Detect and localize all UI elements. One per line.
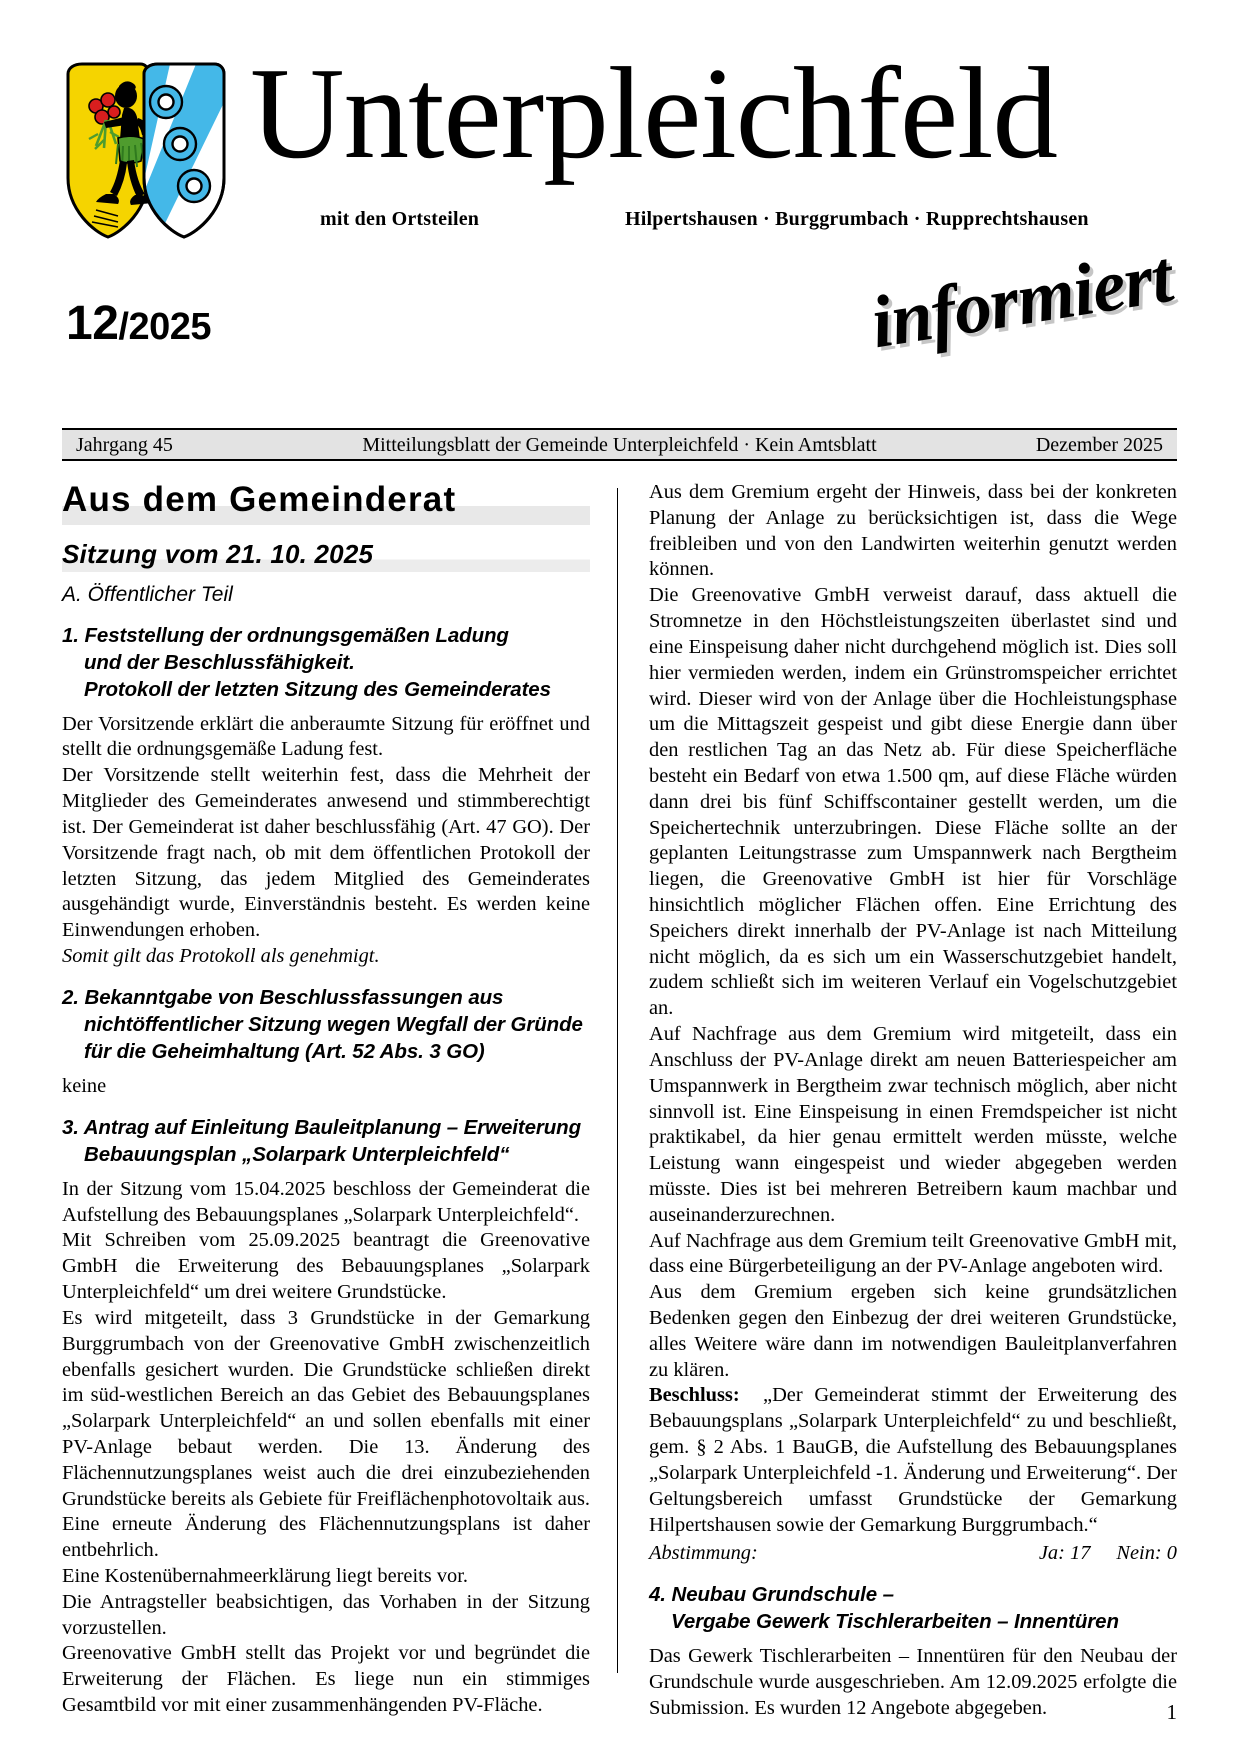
agenda-item-1-line1: 1. Feststellung der ordnungsgemäßen Ladung [62,623,509,647]
agenda-item-3-para-2: Mit Schreiben vom 25.09.2025 beantragt die Greenovative GmbH die Erweiterung des Bebauungsplanes „Solarpark Unterpleichfeld“ um drei weitere Grundstücke. [62,1229,590,1304]
agenda-item-2-heading [62,984,590,1065]
vote-yes: Ja: 17 [1038,1542,1091,1565]
agenda-item-1-para-2: Der Vorsitzende stellt weiterhin fest, dass die Mehrheit der Mitglieder des Gemeinderates anwesend und stimmberechtigt ist. Der Gemeinderat ist daher beschlussfähig (Art. 47 GO). Der Vorsitzende fragt nach, ob mit dem öffentlichen Protokoll der letzten Sitzung, das jedem Mitglied des Gemeinderates ausgehändigt wurde, Einverständnis besteht. Es werden keine Einwendungen erhoben. [62,764,590,942]
right-para-1: Aus dem Gremium ergeht der Hinweis, dass bei der konkreten Planung der Anlage zu berücksichtigen ist, dass die Wege freibleiben und von den Landwirten weiterhin genutzt werden können. [649,481,1177,581]
agenda-item-3-para-6: Greenovative GmbH stellt das Projekt vor und begründet die Erweiterung der Flächen. Es liege nun ein stimmiges Gesamtbild vor mit einer zusammenhängenden PV-Fläche. [62,1642,590,1717]
agenda-item-1-heading [62,622,590,703]
subline-districts: Hilpertshausen · Burggrumbach · Rupprechtshausen [625,208,1089,230]
agenda-item-3-para-5: Die Antragsteller beabsichtigen, das Vorhaben in der Sitzung vorzustellen. [62,1590,590,1639]
issue-year: /2025 [118,306,211,348]
right-para-3: Auf Nachfrage aus dem Gremium wird mitgeteilt, dass ein Anschluss der PV-Anlage direkt am neuen Batteriespeicher am Umspannwerk in Bergtheim zwar technisch möglich, aber nicht sinnvoll ist. Eine Einspeisung in einen Fremdspeicher ist nicht praktikabel, da hier genau ermittelt werden müsste, welche Leistung wann eingespeist und wieder abgegeben werden müsste. Dies ist bei mehreren Betreibern kaum machbar und auseinanderzurechnen. [649,1023,1177,1226]
issue-number [66,296,211,351]
coat-of-arms-icon [62,60,230,242]
agenda-item-3-para-1: In der Sitzung vom 15.04.2025 beschloss der Gemeinderat die Aufstellung des Bebauungsplanes „Solarpark Unterpleichfeld“. [62,1177,590,1226]
vote-row [649,1540,1177,1567]
agenda-item-4-heading [649,1581,1177,1635]
agenda-part-heading: A. Öffentlicher Teil [62,583,233,607]
page-number: 1 [1166,1700,1177,1724]
left-column [62,480,590,1717]
publication-wordmark: Unterpleichfeld [250,41,1058,186]
vote-no: Nein: 0 [1116,1542,1177,1565]
agenda-item-3-line2: Bebauungsplan „Solarpark Unterpleichfeld“ [84,1142,510,1166]
masthead-subline [320,208,1239,238]
issue-date: Dezember 2025 [1035,434,1163,456]
agenda-item-1-line3: Protokoll der letzten Sitzung des Gemeinderates [84,677,551,701]
agenda-item-3-para-4: Eine Kostenübernahmeerklärung liegt bereits vor. [62,1565,468,1588]
right-para-4: Auf Nachfrage aus dem Gremium teilt Greenovative GmbH mit, dass eine Bürgerbeteiligung an der PV-Anlage angeboten wird. [649,1229,1177,1278]
column-divider [617,488,618,1673]
right-column [649,480,1177,1719]
informiert-script-logo: informiert [865,236,1177,365]
agenda-item-1-line2: und der Beschlussfähigkeit. [84,650,355,674]
agenda-item-4-para-1: Das Gewerk Tischlerarbeiten – Innentüren für den Neubau der Grundschule wurde ausgeschrieben. Am 12.09.2025 erfolgte die Submission. Es wurden 12 Angebote abgegeben. [649,1644,1177,1719]
resolution-spacer [740,1384,763,1406]
resolution-text: „Der Gemeinderat stimmt der Erweiterung des Bebauungsplans „Solarpark Unterpleichfeld“ zu und beschließt, gem. § 2 Abs. 1 BauGB, die Aufstellung des Bebauungsplanes „Solarpark Unterpleichfeld -1. Änderung und Erweiterung“. Der Geltungsbereich umfasst Grundstücke der Gemarkung Hilpertshausen sowie der Gemarkung Burggrumbach.“ [649,1384,1177,1536]
vote-result [1039,1540,1177,1567]
right-para-2: Die Greenovative GmbH verweist darauf, dass aktuell die Stromnetze in den Höchstleistungszeiten überlastet sind und eine Einspeisung daher nicht durchgehend möglich ist. Dies soll hier vermieden werden, indem ein Grünstromspeicher errichtet wird. Dieser wird von der Anlage über die Hochleistungsphase um die Mittagszeit gespeist und gibt diese Energie dann über den restlichen Tag an das Netz ab. Für diese Speicherfläche besteht ein Bedarf von etwa 1.500 qm, auf diese Fläche würden dann drei bis fünf Schiffscontainer gestellt werden, um die Speichertechnik unterzubringen. Diese Fläche sollte an der geplanten Leitungstrasse zum Umspannwerk nach Bergtheim liegen, die Greenovative GmbH ist hier für Vorschläge hinsichtlich möglicher Flächen offen. Eine Errichtung des Speichers direkt innerhalb der PV-Anlage ist nach Mitteilung nicht möglich, da es sich um ein Wasserschutzgebiet handelt, zudem schließt sich im weiteren Verlauf ein Vogelschutzgebiet an. [649,584,1177,1020]
agenda-item-4-line2: Vergabe Gewerk Tischlerarbeiten – Innentüren [671,1609,1119,1633]
agenda-item-4-line1: 4. Neubau Grundschule – [649,1582,894,1606]
vote-label: Abstimmung: [649,1542,758,1565]
resolution-label: Beschluss: [649,1384,740,1407]
agenda-item-3-line1: 3. Antrag auf Einleitung Bauleitplanung – Erweiterung [62,1115,582,1139]
agenda-item-2-line3: für die Geheimhaltung (Art. 52 Abs. 3 GO) [84,1039,485,1063]
agenda-item-1-para-1: Der Vorsitzende erklärt die anberaumte Sitzung für eröffnet und stellt die ordnungsgemäße Ladung fest. [62,712,590,761]
article-columns [62,480,1177,1719]
right-para-5: Aus dem Gremium ergeben sich keine grundsätzlichen Bedenken gegen den Einbezug der drei weiteren Grundstücke, alles Weitere wäre dann im notwendigen Bauleitplanverfahren zu klären. [649,1281,1177,1381]
publication-subtitle: Mitteilungsblatt der Gemeinde Unterpleichfeld · Kein Amtsblatt [362,434,877,456]
agenda-item-2-line1: 2. Bekanntgabe von Beschlussfassungen aus [62,985,504,1009]
issue-month: 12 [66,297,119,350]
subline-prefix: mit den Ortsteilen [320,208,480,230]
masthead [62,41,1177,388]
session-date-heading: Sitzung vom 21. 10. 2025 [62,539,590,573]
masthead-info-bar [62,428,1177,461]
agenda-item-2-line2: nichtöffentlicher Sitzung wegen Wegfall der Gründe [84,1012,583,1036]
agenda-item-3-heading [62,1114,590,1168]
volume-label: Jahrgang 45 [76,434,173,456]
agenda-item-3-para-3: Es wird mitgeteilt, dass 3 Grundstücke in der Gemarkung Burggrumbach von der Greenovative GmbH zwischenzeitlich ebenfalls gesichert wurden. Die Grundstücke schließen direkt im süd-westlichen Bereich an das Gebiet des Bebauungsplanes „Solarpark Unterpleichfeld“ an und sollen ebenfalls mit einer PV-Anlage bebaut werden. Die 13. Änderung des Flächennutzungsplanes weist auch die drei einzubeziehenden Grundstücke bereits als Gebiete für Freiflächenphotovoltaik aus. Eine erneute Änderung des Flächennutzungsplans ist daher entbehrlich. [62,1306,590,1562]
agenda-item-1-para-3: Somit gilt das Protokoll als genehmigt. [62,944,380,967]
resolution-paragraph [649,1383,1177,1538]
agenda-item-2-para-1: keine [62,1074,107,1097]
section-heading-council: Aus dem Gemeinderat [62,480,590,525]
